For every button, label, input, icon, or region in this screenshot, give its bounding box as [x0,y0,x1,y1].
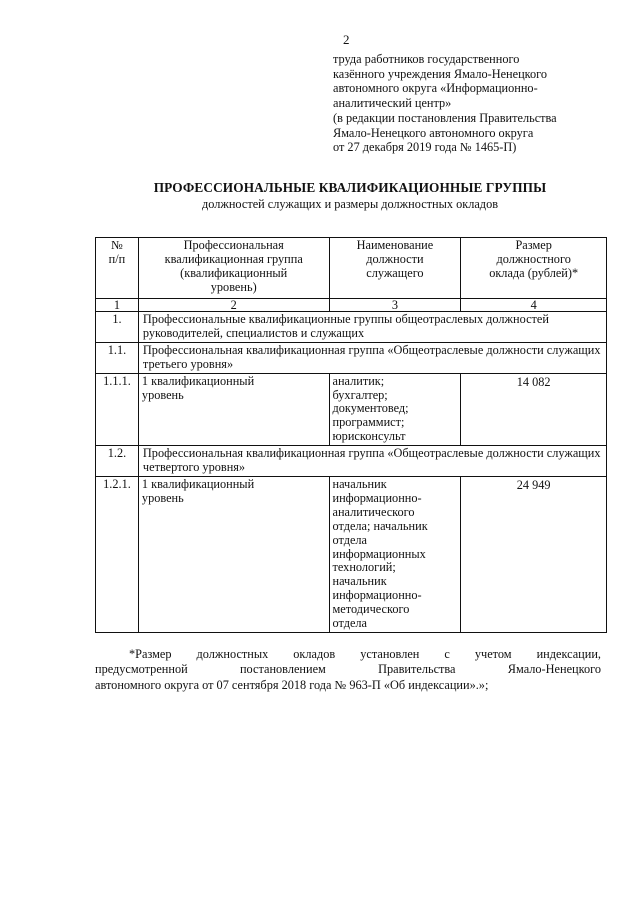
position-names: аналитик; бухгалтер; документовед; программист; юрисконсульт [329,373,461,446]
header-line: от 27 декабря 2019 года № 1465-П) [333,140,517,155]
group-title: Профессиональная квалификационная группа «Общеотраслевые должности служащих четвертого уровня» [138,446,606,477]
position-names: начальник информационно- аналитического отдела; начальник отдела информационных технологий; начальник информационно- методического отдела [329,476,461,632]
header-line: автономного округа «Информационно- [333,81,538,96]
footnote-line: предусмотренной постановлением Правительства Ямало-Ненецкого [95,662,601,677]
document-title: ПРОФЕССИОНАЛЬНЫЕ КВАЛИФИКАЦИОННЫЕ ГРУППЫ [153,180,547,195]
row-number: 1.2.1. [96,476,139,632]
header-line: труда работников государственного [333,52,520,66]
footnote [95,647,601,693]
page-number: 2 [343,32,350,47]
qualification-level: 1 квалификационный уровень [138,373,329,446]
header-cell-salary: Размер должностного оклада (рублей)* [461,238,607,299]
document-subtitle: должностей служащих и размеры должностных окладов [201,197,499,211]
header-line: аналитический центр» [333,96,452,111]
salary-amount: 24 949 [461,476,607,632]
column-number: 4 [461,299,607,312]
column-number: 3 [329,299,461,312]
header-line: (в редакции постановления Правительства [333,110,557,125]
header-cell-position: Наименование должности служащего [329,238,461,299]
header-line: Ямало-Ненецкого автономного округа [333,125,534,140]
footnote-line: *Размер должностных окладов установлен с учетом индексации, [129,647,601,661]
table-row [96,476,607,632]
table-row [96,373,607,446]
column-number: 2 [138,299,329,312]
header-line: казённого учреждения Ямало-Ненецкого [333,66,548,81]
column-number: 1 [96,299,139,312]
header-cell-group: Профессиональная квалификационная группа (квалификационный уровень) [138,238,329,299]
table-row [96,312,607,343]
group-title: Профессиональная квалификационная группа «Общеотраслевые должности служащих третьего уровня» [138,342,606,373]
row-number: 1.2. [96,446,139,477]
salary-table [95,237,607,633]
row-number: 1.1. [96,342,139,373]
row-number: 1.1.1. [96,373,139,446]
salary-amount: 14 082 [461,373,607,446]
column-number-row [96,299,607,312]
group-title: Профессиональные квалификационные группы общеотраслевых должностей руководителей, специалистов и служащих [138,312,606,343]
qualification-level: 1 квалификационный уровень [138,476,329,632]
approval-header [333,52,623,155]
table-row [96,342,607,373]
table-header-row [96,238,607,299]
footnote-line: автономного округа от 07 сентября 2018 года № 963-П «Об индексации».»; [95,677,489,692]
header-cell-number: № п/п [96,238,139,299]
row-number: 1. [96,312,139,343]
table-row [96,446,607,477]
